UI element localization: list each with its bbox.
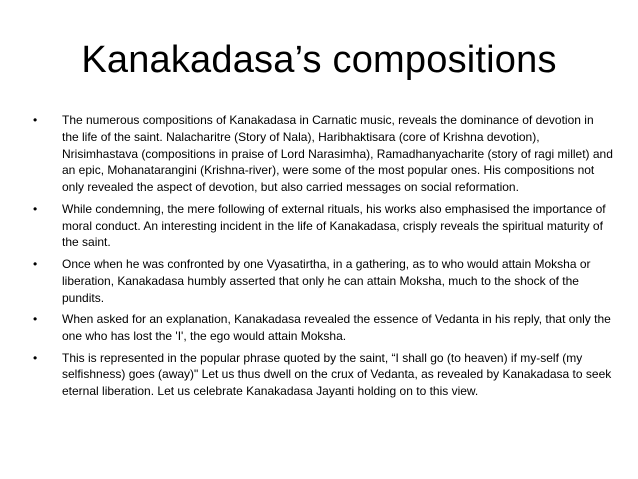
bullet-point-icon: • [33,350,38,365]
bullet-point-icon: • [33,201,38,216]
bullet-point-icon: • [33,312,38,327]
bullet-point-icon: • [33,113,38,127]
bullet-text: The numerous compositions of Kanakadasa in Carnatic music, reveals the dominance of devotion in the life of the saint. Nalacharitre (Story of Nala), Haribhaktisara (core of Krishna devotion), Nrisimhastava (compositions in praise of Lord Narasimha), Ramadhanyacharite (story of ragi millet) and an epic, Mohanatarangini (Krishna-river), were some of the most popular ones. His compositions not only revealed the aspect of devotion, but also carried messages on social reformation. [62,113,613,195]
bullet-item [33,256,613,306]
bullet-item [33,311,613,345]
bullet-text: This is represented in the popular phrase quoted by the saint, “I shall go (to heaven) if my-self (my selfishness) goes (away)" Let us thus dwell on the crux of Vedanta, as revealed by Kanakadasa to seek eternal liberation. Let us celebrate Kanakadasa Jayanti holding on to this view. [62,350,612,399]
bullet-text: When asked for an explanation, Kanakadasa revealed the essence of Vedanta in his reply, that only the one who has lost the 'I', the ego would attain Moksha. [62,312,611,343]
bullet-item [33,350,613,400]
bullet-item [33,201,613,251]
slide-title: Kanakadasa’s compositions [81,39,557,81]
bullet-item [33,112,613,196]
bullet-text: Once when he was confronted by one Vyasatirtha, in a gathering, as to who would attain Moksha or liberation, Kanakadasa humbly asserted that only he can attain Moksha, much to the shock of the pundits. [62,256,591,305]
bullet-text: While condemning, the mere following of external rituals, his works also emphasised the importance of moral conduct. An interesting incident in the life of Kanakadasa, crisply reveals the spiritual maturity of the saint. [62,201,606,250]
bullet-point-icon: • [33,256,38,271]
bullet-list [33,112,613,405]
